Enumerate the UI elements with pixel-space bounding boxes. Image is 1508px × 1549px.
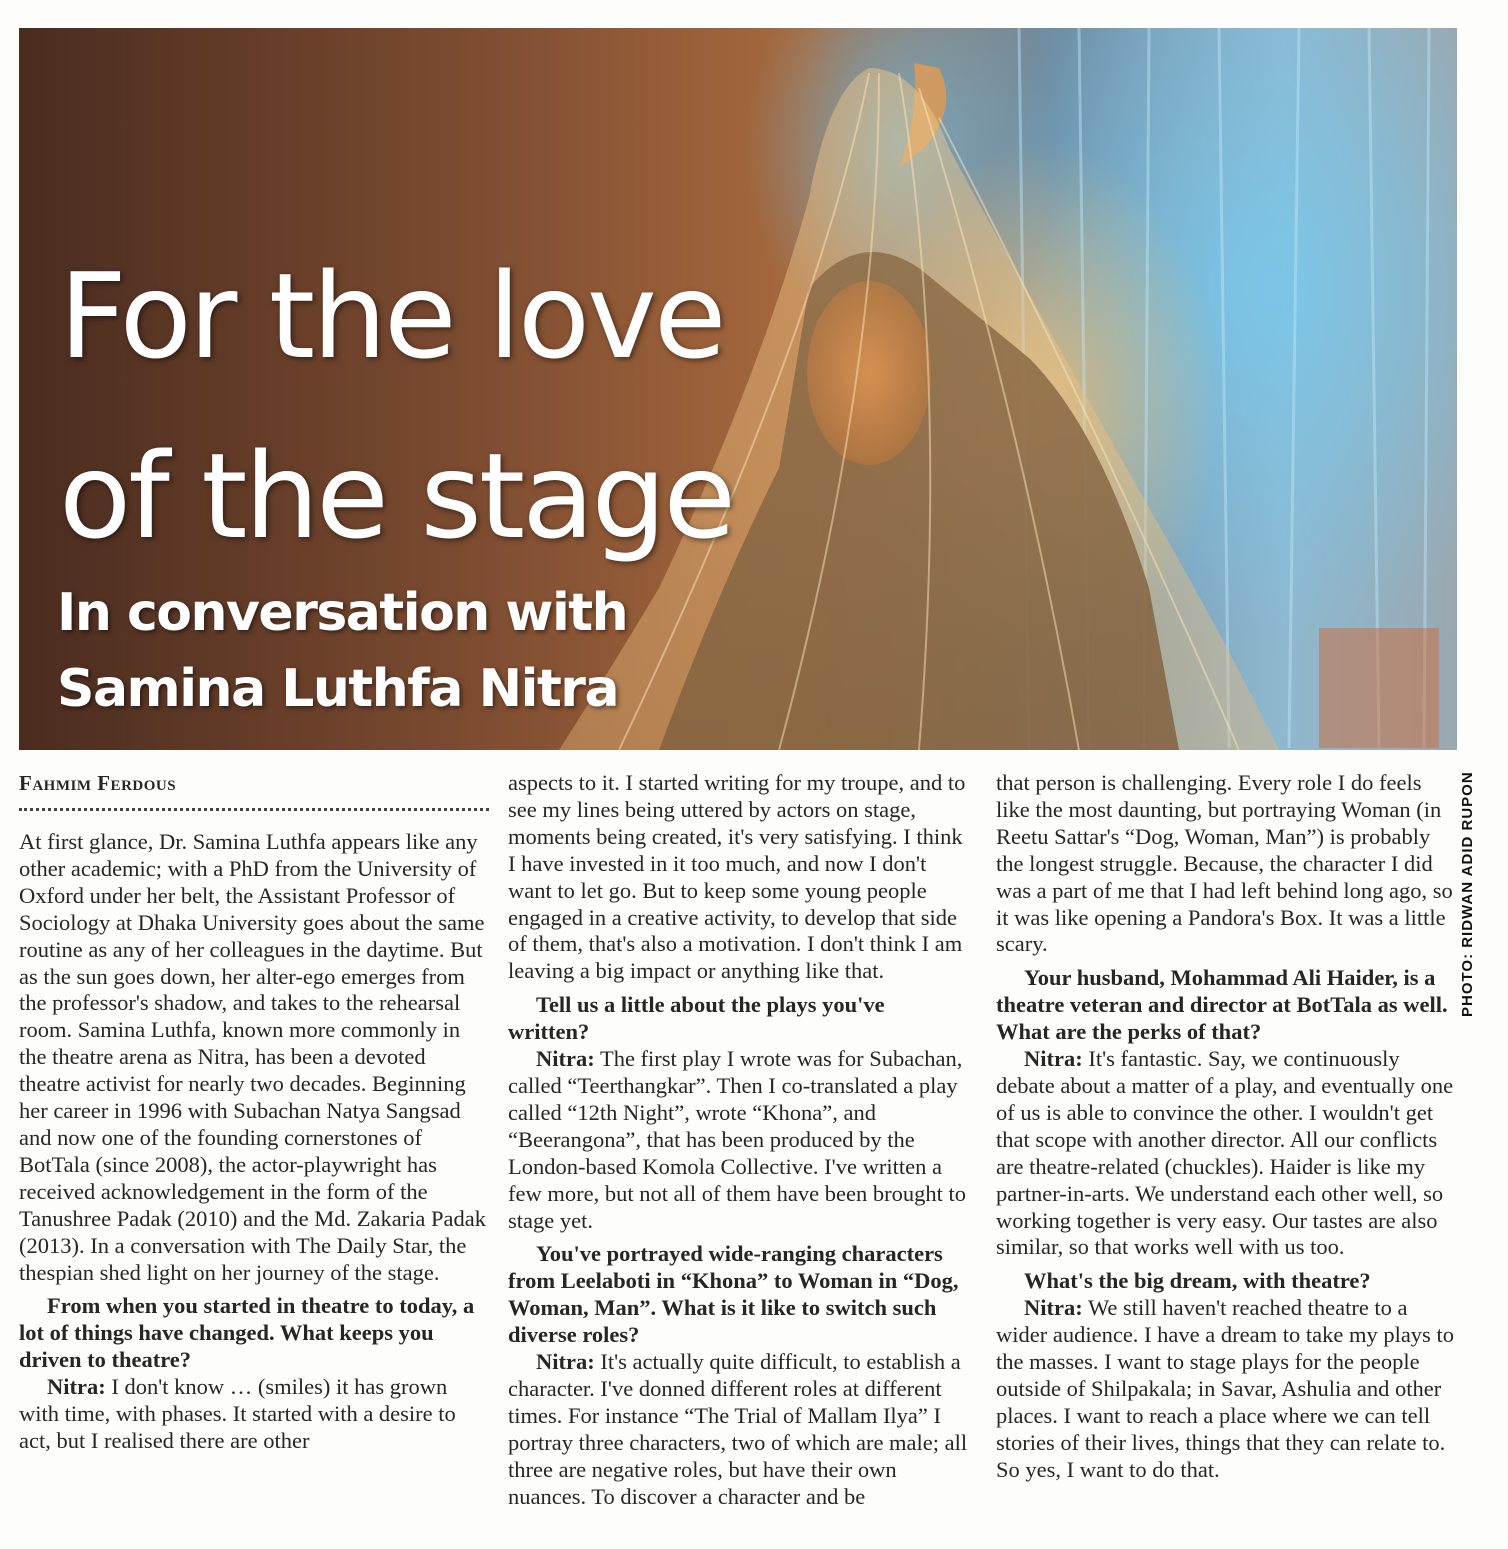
answer-2 xyxy=(508,1046,970,1234)
answer-1-continued: aspects to it. I started writing for my troupe, and to see my lines being uttered by actors on stage, moments being created, it's very satisfying. I think I have invested in it too much, and now I don't want to let go. But to keep some young people engaged in a creative activity, to develop that side of them, that's also a motivation. I don't think I am leaving a big impact or anything like that. xyxy=(508,770,966,984)
question-4: Your husband, Mohammad Ali Haider, is a theatre veteran and director at BotTala as well. What are the perks of that? xyxy=(996,965,1448,1045)
answer-3-continued: that person is challenging. Every role I do feels like the most daunting, but portraying Woman (in Reetu Sattar's “Dog, Woman, Man”) is probably the longest struggle. Because, the character I did was a part of me that I had left behind long ago, so it was like opening a Pandora's Box. It was a little scary. xyxy=(996,770,1453,957)
article-column-1 xyxy=(19,770,489,1455)
answer-2-text: The first play I wrote was for Subachan, called “Teerthangkar”. Then I co-translated a play called “12th Night”, wrote “Khona”, and “Beerangona”, that has been produced by the London-based Komola Collective. I've written a few more, but not all of them have been brought to stage yet. xyxy=(508,1046,966,1233)
speaker-label: Nitra: xyxy=(47,1374,106,1400)
answer-1-start xyxy=(19,1374,489,1455)
headline-line-2: of the stage xyxy=(59,427,733,565)
answer-4-text: It's fantastic. Say, we continuously debate about a matter of a play, and eventually one of us is able to convince the other. I wouldn't get that scope with another director. All our conflicts are theatre-related (chuckles). Haider is like my partner-in-arts. We understand each other well, so working together is very easy. Our tastes are also similar, so that works well with us too. xyxy=(996,1046,1454,1260)
photo-credit-text: PHOTO: RIDWAN ADID RUPON xyxy=(1459,771,1476,1017)
subheadline-line-1: In conversation with xyxy=(57,583,628,643)
answer-5 xyxy=(996,1295,1458,1483)
speaker-label: Nitra: xyxy=(536,1046,595,1072)
subheadline xyxy=(57,575,627,727)
speaker-label: Nitra: xyxy=(1024,1046,1083,1072)
subheadline-line-2: Samina Luthfa Nitra xyxy=(57,659,619,719)
question-1: From when you started in theatre to today, a lot of things have changed. What keeps you driven to theatre? xyxy=(19,1293,475,1373)
headline xyxy=(59,226,733,586)
article-column-3 xyxy=(996,770,1458,1484)
question-5: What's the big dream, with theatre? xyxy=(1024,1268,1371,1294)
answer-4 xyxy=(996,1046,1458,1261)
byline-divider xyxy=(19,808,489,811)
answer-3-start xyxy=(508,1349,970,1510)
question-2: Tell us a little about the plays you've written? xyxy=(508,992,885,1045)
speaker-label: Nitra: xyxy=(536,1349,595,1375)
speaker-label: Nitra: xyxy=(1024,1295,1083,1321)
question-3: You've portrayed wide-ranging characters from Leelaboti in “Khona” to Woman in “Dog, Woman, Man”. What is it like to switch such diverse roles? xyxy=(508,1241,959,1348)
hero-photo xyxy=(19,28,1457,750)
intro-paragraph: At first glance, Dr. Samina Luthfa appears like any other academic; with a PhD from the University of Oxford under her belt, the Assistant Professor of Sociology at Dhaka University goes about the same routine as any of her colleagues in the daytime. But as the sun goes down, her alter-ego emerges from the professor's shadow, and takes to the rehearsal room. Samina Luthfa, known more commonly in the theatre arena as Nitra, has been a devoted theatre activist for nearly two decades. Beginning her career in 1996 with Subachan Natya Sangsad and now one of the founding cornerstones of BotTala (since 2008), the actor-playwright has received acknowledgement in the form of the Tanushree Padak (2010) and the Md. Zakaria Padak (2013). In a conversation with The Daily Star, the thespian shed light on her journey of the stage. xyxy=(19,829,487,1285)
answer-5-text: We still haven't reached theatre to a wider audience. I have a dream to take my plays to the masses. I want to stage plays for the people outside of Shilpakala; in Savar, Ashulia and other places. I want to reach a place where we can tell stories of their lives, things that they can relate to. So yes, I want to do that. xyxy=(996,1295,1454,1482)
article-column-2 xyxy=(508,770,970,1510)
answer-3-text: It's actually quite difficult, to establish a character. I've donned different roles at different times. For instance “The Trial of Mallam Ilya” I portray three characters, two of which are male; all three are negative roles, but have their own nuances. To discover a character and be xyxy=(508,1349,968,1509)
headline-line-1: For the love xyxy=(59,247,724,385)
answer-1-text: I don't know … (smiles) it has grown with time, with phases. It started with a desire to act, but I realised there are other xyxy=(19,1374,456,1453)
byline: Fahmim Ferdous xyxy=(19,771,177,795)
